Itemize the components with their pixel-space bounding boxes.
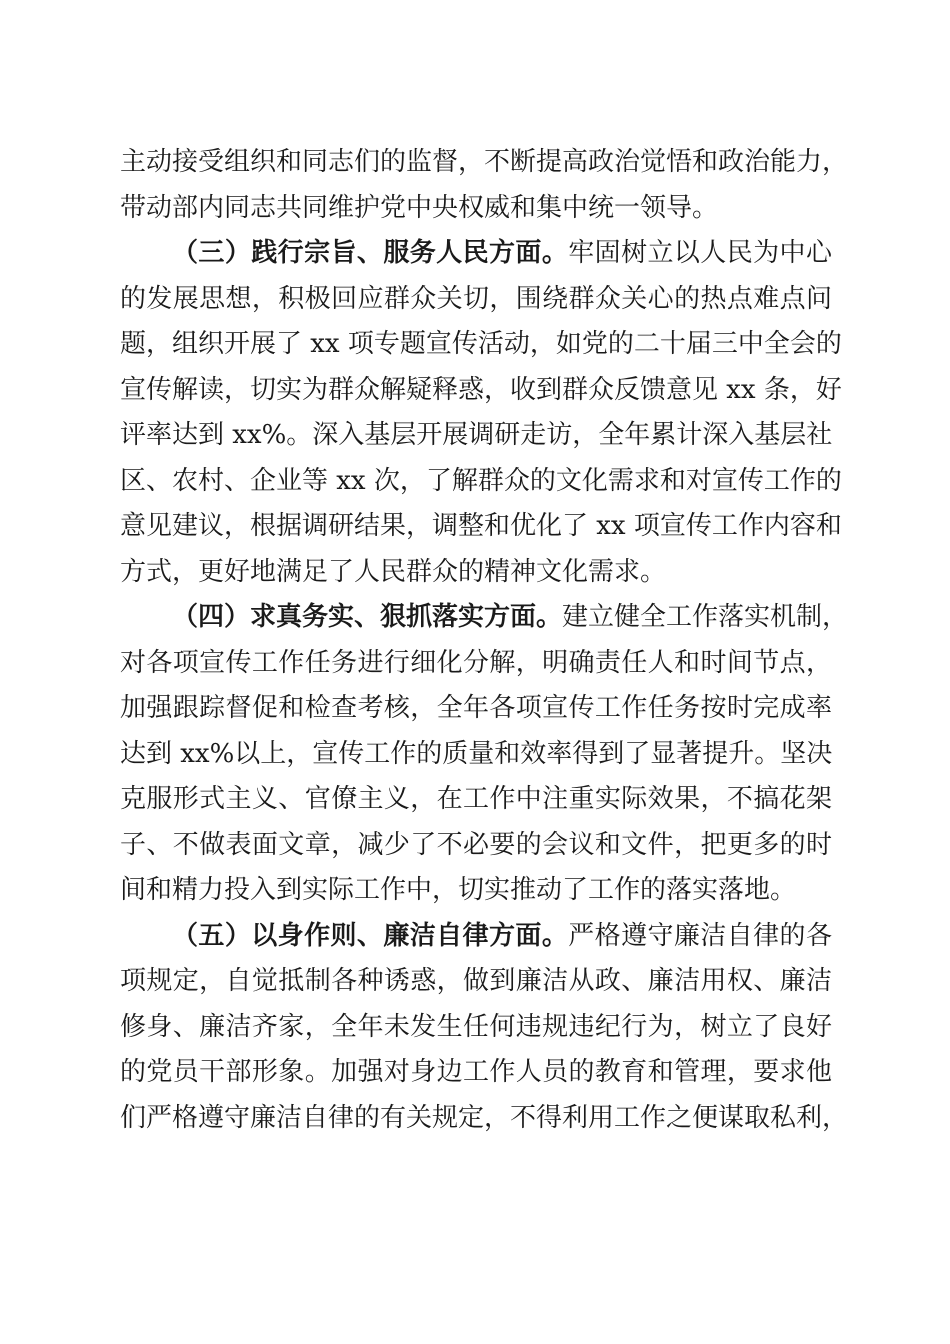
text-run: 严格遵守廉洁自律的各 (568, 920, 832, 951)
text-run: 建立健全工作落实机制， (562, 602, 849, 632)
text-line: 们严格遵守廉洁自律的有关规定，不得利用工作之便谋取私利， (120, 1102, 849, 1133)
text-line: 间和精力投入到实际工作中，切实推动了工作的落实落地。 (120, 875, 797, 905)
text-line: 项规定，自觉抵制各种诱惑，做到廉洁从政、廉洁用权、廉洁 (120, 966, 832, 996)
text-line: 子、不做表面文章，减少了不必要的会议和文件，把更多的时 (120, 829, 832, 860)
paragraph-section-3 (120, 231, 842, 595)
paragraph-intro (120, 140, 849, 231)
text-line: 的发展思想，积极回应群众关切，围绕群众关心的热点难点问 (120, 283, 832, 314)
text-line: 区、农村、企业等 xx 次，了解群众的文化需求和对宣传工作的 (120, 465, 842, 496)
text-line: 修身、廉洁齐家，全年未发生任何违规违纪行为，树立了良好 (120, 1011, 832, 1042)
section-heading: （三）践行宗旨、服务人民方面。 (172, 238, 569, 268)
paragraph-section-5 (120, 914, 849, 1142)
text-line: 评率达到 xx%。深入基层开展调研走访，全年累计深入基层社 (120, 420, 833, 450)
text-line: 带动部内同志共同维护党中央权威和集中统一领导。 (120, 192, 719, 223)
paragraph-section-4 (120, 595, 849, 914)
text-line (120, 914, 832, 960)
text-line: 题，组织开展了 xx 项专题宣传活动，如党的二十届三中全会的 (120, 329, 842, 359)
text-line: 加强跟踪督促和检查考核，全年各项宣传工作任务按时完成率 (120, 693, 832, 723)
text-line: 方式，更好地满足了人民群众的精神文化需求。 (120, 556, 667, 587)
text-line: 的党员干部形象。加强对身边工作人员的教育和管理，要求他 (120, 1057, 832, 1087)
text-line: 意见建议，根据调研结果，调整和优化了 xx 项宣传工作内容和 (120, 511, 842, 541)
document-body (120, 140, 849, 1141)
text-run: 牢固树立以人民为中心 (568, 238, 832, 268)
text-line (120, 595, 849, 641)
section-heading: （四）求真务实、狠抓落实方面。 (172, 602, 563, 632)
text-line (120, 231, 832, 277)
text-line: 达到 xx%以上，宣传工作的质量和效率得到了显著提升。坚决 (120, 738, 833, 769)
text-line: 克服形式主义、官僚主义，在工作中注重实际效果，不搞花架 (120, 784, 832, 814)
text-line: 主动接受组织和同志们的监督，不断提高政治觉悟和政治能力， (120, 147, 849, 177)
text-line: 对各项宣传工作任务进行细化分解，明确责任人和时间节点， (120, 647, 832, 678)
section-heading: （五）以身作则、廉洁自律方面。 (172, 920, 569, 951)
text-line: 宣传解读，切实为群众解疑释惑，收到群众反馈意见 xx 条，好 (120, 374, 842, 405)
